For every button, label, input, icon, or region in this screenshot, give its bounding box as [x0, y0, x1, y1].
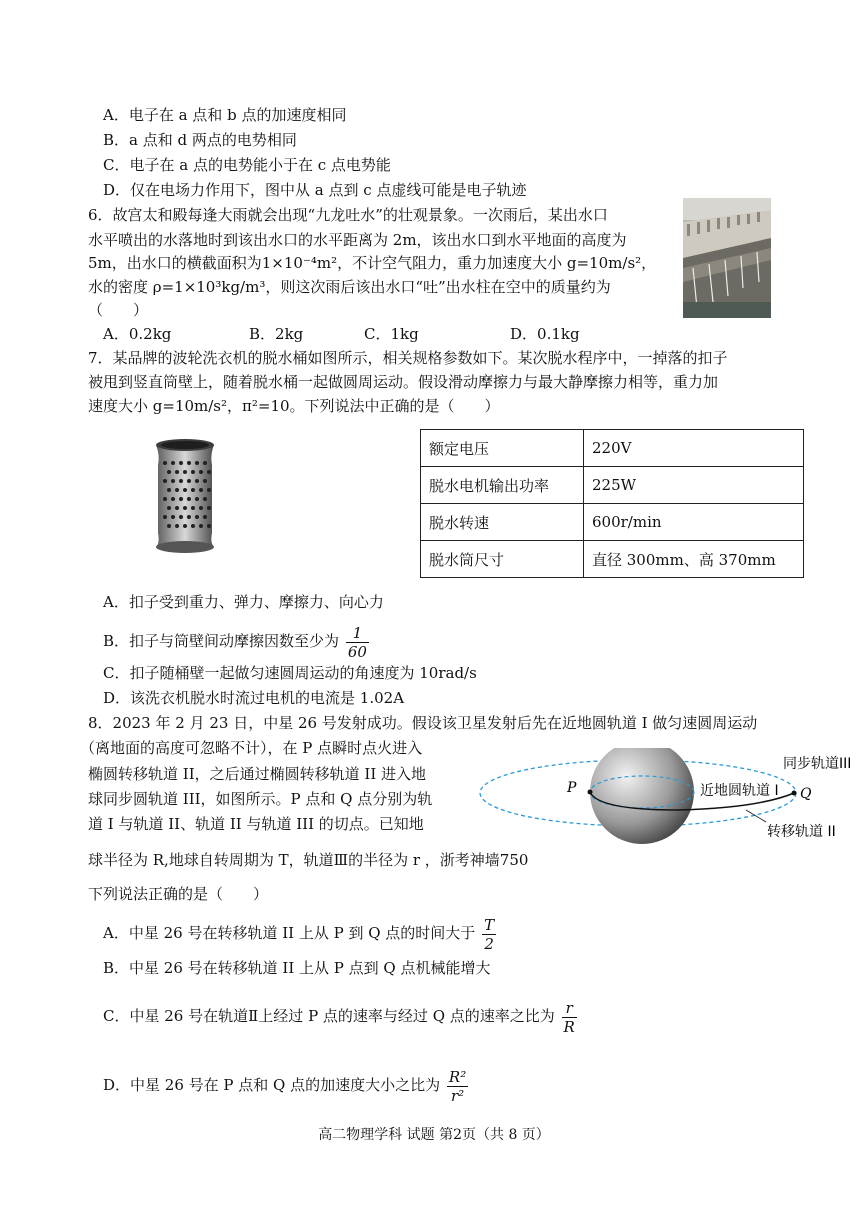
label-p: P: [567, 780, 577, 796]
q6-option-c: C．1kg: [364, 325, 419, 343]
drum-hole: [163, 515, 167, 519]
drum-hole: [195, 515, 199, 519]
earth: [590, 748, 694, 844]
q8-option-c: [103, 993, 579, 1039]
fraction-denominator: 2: [484, 934, 494, 953]
q8-option-a: [103, 910, 498, 956]
palace-water-spout-photo: [683, 198, 771, 318]
fraction: [447, 1068, 468, 1105]
orbit-diagram: [478, 748, 866, 848]
q6-stem-line-5: （ ）: [88, 301, 149, 319]
table-row: [421, 467, 804, 504]
q8-option-a-text: A．中星 26 号在转移轨道 II 上从 P 到 Q 点的时间大于: [103, 924, 476, 942]
fraction-numerator: r: [562, 999, 577, 1018]
fraction-denominator: 60: [347, 642, 367, 661]
q8-stem-line-3: 椭圆转移轨道 II，之后通过椭圆转移轨道 II 进入地: [88, 765, 427, 783]
spec-value: 225W: [584, 467, 804, 504]
drum-hole: [191, 524, 195, 528]
drum-hole: [171, 479, 175, 483]
drum-hole: [179, 497, 183, 501]
drum-hole: [203, 461, 207, 465]
q6-option-d: D．0.1kg: [510, 325, 580, 343]
spin-drum-image: [150, 435, 220, 555]
drum-hole: [199, 488, 203, 492]
q8-stem-line-4: 球同步圆轨道 III，如图所示。P 点和 Q 点分别为轨: [88, 790, 433, 808]
q7-option-d: D．该洗衣机脱水时流过电机的电流是 1.02A: [103, 689, 405, 707]
drum-hole: [163, 479, 167, 483]
q5-option-c: C．电子在 a 点的电势能小于在 c 点电势能: [103, 156, 391, 174]
q8-stem-line-7: 下列说法正确的是（ ）: [88, 885, 269, 903]
table-row: [421, 430, 804, 467]
label-near-orbit: 近地圆轨道 I: [700, 783, 779, 799]
label-q: Q: [800, 786, 812, 802]
drum-hole: [199, 506, 203, 510]
q8-option-b: B．中星 26 号在转移轨道 II 上从 P 点到 Q 点机械能增大: [103, 959, 491, 977]
drum-hole: [175, 488, 179, 492]
drum-hole: [167, 524, 171, 528]
q7-option-c: C．扣子随桶壁一起做匀速圆周运动的角速度为 10rad/s: [103, 664, 477, 682]
table-row: [421, 541, 804, 578]
drum-hole: [171, 497, 175, 501]
drum-hole: [171, 515, 175, 519]
q8-stem-line-1: 8．2023 年 2 月 23 日，中星 26 号发射成功。假设该卫星发射后先在近地圆轨道 I 做匀速圆周运动: [88, 714, 758, 732]
spec-label: 脱水电机输出功率: [421, 467, 584, 504]
q7-stem-line-2: 被甩到竖直筒壁上，随着脱水桶一起做圆周运动。假设滑动摩擦力与最大静摩擦力相等，重力加: [88, 373, 719, 391]
q5-option-b: B．a 点和 d 两点的电势相同: [103, 131, 297, 149]
drum-hole: [179, 515, 183, 519]
drum-hole: [183, 488, 187, 492]
q7-stem-line-3: 速度大小 g=10m/s²，π²=10。下列说法中正确的是（ ）: [88, 397, 500, 415]
drum-hole: [183, 524, 187, 528]
drum-hole: [195, 461, 199, 465]
drum-hole: [187, 497, 191, 501]
drum-hole: [163, 497, 167, 501]
drum-hole: [207, 488, 211, 492]
spec-table: [420, 429, 804, 578]
q6-stem-line-3: 5m，出水口的横截面积为1×10⁻⁴m²，不计空气阻力，重力加速度大小 g=10m/s²，: [88, 254, 657, 272]
spec-value: 600r/min: [584, 504, 804, 541]
q6-stem-line-1: 6．故宫太和殿每逢大雨就会出现“九龙吐水”的壮观景象。一次雨后，某出水口: [88, 206, 608, 224]
drum-hole: [183, 506, 187, 510]
drum-hole: [183, 470, 187, 474]
fraction-numerator: 1: [346, 624, 369, 643]
q8-option-d-text: D．中星 26 号在 P 点和 Q 点的加速度大小之比为: [103, 1076, 441, 1094]
q6-stem-line-2: 水平喷出的水落地时到该出水口的水平距离为 2m，该出水口到水平地面的高度为: [88, 231, 627, 249]
spec-label: 额定电压: [421, 430, 584, 467]
drum-hole: [167, 470, 171, 474]
label-sync-orbit: 同步轨道III: [783, 756, 852, 772]
fraction-numerator: T: [484, 915, 495, 934]
fraction: [562, 999, 577, 1036]
drum-hole: [175, 524, 179, 528]
q5-option-d: D．仅在电场力作用下，图中从 a 点到 c 点虚线可能是电子轨迹: [103, 181, 527, 199]
drum-hole: [171, 461, 175, 465]
drum-hole: [195, 497, 199, 501]
drum-hole: [195, 479, 199, 483]
q7-stem-line-1: 7．某品牌的波轮洗衣机的脱水桶如图所示，相关规格参数如下。某次脱水程序中，一掉落的扣子: [88, 349, 728, 367]
table-row: [421, 504, 804, 541]
point-p: [588, 790, 593, 795]
spec-value: 220V: [584, 430, 804, 467]
q8-stem-line-5: 道 I 与轨道 II、轨道 II 与轨道 III 的切点。已知地: [88, 815, 424, 833]
drum-hole: [175, 470, 179, 474]
drum-hole: [187, 515, 191, 519]
drum-hole: [203, 479, 207, 483]
spec-label: 脱水转速: [421, 504, 584, 541]
page-footer: 高二物理学科 试题 第2页（共 8 页）: [318, 1127, 550, 1143]
point-q: [792, 791, 797, 796]
fraction-denominator: R: [563, 1017, 575, 1036]
drum-hole: [167, 488, 171, 492]
q6-option-a: A．0.2kg: [103, 325, 172, 343]
fraction: [346, 624, 369, 661]
fraction-denominator: r²: [450, 1086, 465, 1105]
fraction: [482, 916, 496, 953]
drum-hole: [167, 506, 171, 510]
drum-hole: [199, 470, 203, 474]
drum-hole: [191, 470, 195, 474]
fraction-numerator: R²: [448, 1067, 467, 1086]
spec-label: 脱水筒尺寸: [421, 541, 584, 578]
q7-option-b-text: B．扣子与筒壁间动摩擦因数至少为: [103, 632, 340, 650]
q8-option-c-text: C．中星 26 号在轨道Ⅱ上经过 P 点的速率与经过 Q 点的速率之比为: [103, 1007, 555, 1025]
q8-stem-line-2: （离地面的高度可忽略不计），在 P 点瞬时点火进入: [80, 739, 423, 757]
drum-hole: [187, 479, 191, 483]
drum-hole: [203, 497, 207, 501]
drum-hole: [187, 461, 191, 465]
q5-option-a: A．电子在 a 点和 b 点的加速度相同: [103, 106, 347, 124]
drum-hole: [191, 506, 195, 510]
q6-stem-line-4: 水的密度 ρ=1×10³kg/m³，则这次雨后该出水口“吐”出水柱在空中的质量约为: [88, 278, 611, 296]
drum-hole: [207, 524, 211, 528]
label-transfer-orbit: 转移轨道 II: [767, 824, 836, 840]
drum-hole: [163, 461, 167, 465]
q7-option-b: [103, 618, 371, 664]
drum-hole: [179, 461, 183, 465]
drum-hole: [207, 470, 211, 474]
spec-value: 直径 300mm、高 370mm: [584, 541, 804, 578]
q8-option-d: [103, 1062, 470, 1108]
drum-hole: [203, 515, 207, 519]
drum-hole: [179, 479, 183, 483]
q7-option-a: A．扣子受到重力、弹力、摩擦力、向心力: [103, 593, 384, 611]
drum-hole: [191, 488, 195, 492]
drum-hole: [199, 524, 203, 528]
drum-hole: [207, 506, 211, 510]
q6-option-b: B．2kg: [249, 325, 304, 343]
q8-stem-line-6: 球半径为 R,地球自转周期为 T，轨道Ⅲ的半径为 r ，浙考神墙750: [88, 851, 529, 869]
drum-hole: [175, 506, 179, 510]
